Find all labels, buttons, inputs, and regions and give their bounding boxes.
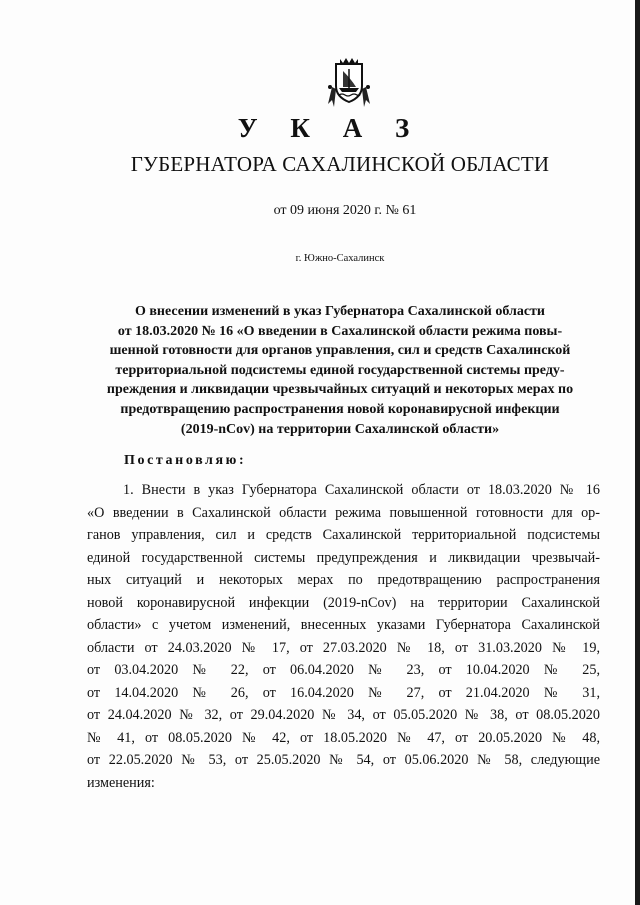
heading-line: (2019-nCov) на территории Сахалинской области» — [180, 421, 500, 437]
body-line: новой коронавирусной инфекции (2019-nCov) на территории Сахалинской — [87, 594, 600, 611]
heading-line: преждения и ликвидации чрезвычайных ситуаций и некоторых мерах по — [106, 382, 574, 398]
document-body — [87, 479, 600, 794]
body-line: изменения: — [87, 774, 155, 791]
body-line: ных ситуаций и некоторых мерах по предотвращению распространения — [87, 572, 600, 588]
scan-edge — [635, 0, 640, 905]
body-line: от 03.04.2020 № 22, от 06.04.2020 № 23, от 10.04.2020 № 25, — [87, 662, 600, 678]
body-line: 1. Внести в указ Губернатора Сахалинской области от 18.03.2020 № 16 — [123, 482, 600, 498]
body-line: от 22.05.2020 № 53, от 25.05.2020 № 54, от 05.06.2020 № 58, следующие — [87, 752, 600, 768]
body-line: единой государственной системы предупреждения и ликвидации чрезвычай- — [87, 549, 600, 566]
heading-line: О внесении изменений в указ Губернатора Сахалинской области — [134, 304, 545, 319]
heading-line: предотвращению распространения новой коронавирусной инфекции — [120, 401, 560, 417]
sakhalin-coat-of-arms-icon — [325, 57, 373, 109]
body-line: области» с учетом изменений, внесенных указами Губернатора Сахалинской — [87, 617, 600, 633]
body-line: № 41, от 08.05.2020 № 42, от 18.05.2020 № 47, от 20.05.2020 № 48, — [87, 729, 600, 746]
document-date-number: от 09 июня 2020 г. № 61 — [273, 203, 417, 218]
heading-line: шенной готовности для органов управления, сил и средств Сахалинской — [109, 343, 571, 359]
document-heading — [70, 302, 610, 439]
body-line: ганов управления, сил и средств Сахалинской территориальной подсистемы — [87, 527, 600, 543]
body-line: «О введении в Сахалинской области режима повышенной готовности для ор- — [87, 504, 600, 521]
heading-line: от 18.03.2020 № 16 «О введении в Сахалинской области режима повы- — [117, 323, 563, 339]
document-issuer: ГУБЕРНАТОРА САХАЛИНСКОЙ ОБЛАСТИ — [130, 152, 550, 176]
document-city: г. Южно-Сахалинск — [295, 253, 385, 264]
body-line: от 24.04.2020 № 32, от 29.04.2020 № 34, от 05.05.2020 № 38, от 08.05.2020 — [87, 707, 600, 723]
resolve-heading: Постановляю: — [124, 453, 247, 468]
body-line: от 14.04.2020 № 26, от 16.04.2020 № 27, от 21.04.2020 № 31, — [87, 684, 600, 701]
body-line: области от 24.03.2020 № 17, от 27.03.2020 № 18, от 31.03.2020 № 19, — [87, 639, 600, 656]
heading-line: территориальной подсистемы единой государственной системы преду- — [115, 362, 565, 378]
page-title: У К А З — [237, 113, 423, 143]
